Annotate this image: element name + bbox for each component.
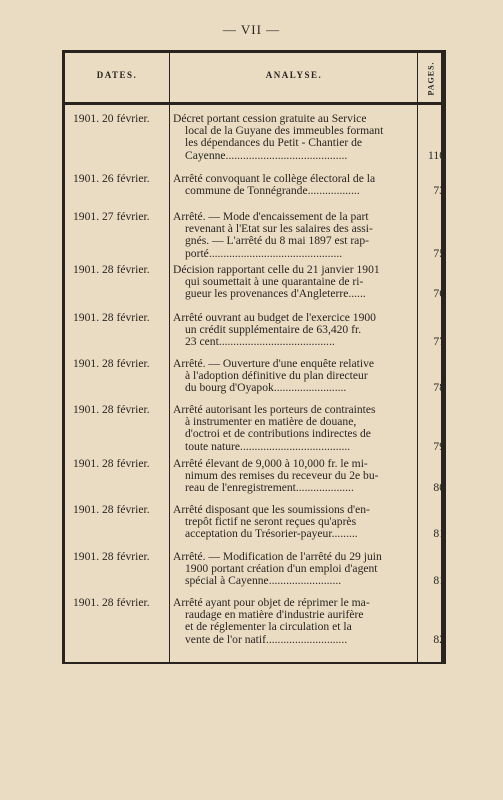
- entry-page-number: 77: [433, 335, 445, 349]
- analysis-line: à l'adoption définitive du plan directeur: [185, 370, 368, 383]
- entry-analysis: [173, 358, 413, 395]
- entry-date: 1901. 26 février.: [73, 172, 150, 185]
- analysis-line: nimum des remises du receveur du 2e bu-: [185, 470, 379, 483]
- page-number: — VII —: [222, 22, 281, 37]
- entry-page-number: 81: [433, 574, 445, 588]
- entry-page-number: 81: [433, 527, 445, 541]
- analysis-line: Arrêté élevant de 9,000 à 10,000 fr. le mi-: [173, 458, 368, 470]
- entry-date: 1901. 20 février.: [73, 112, 150, 125]
- analysis-line: Arrêté disposant que les soumissions d'en-: [173, 504, 370, 516]
- analysis-line: Arrêté autorisant les porteurs de contraintes: [173, 404, 376, 416]
- entry-analysis: [173, 113, 413, 162]
- analysis-line: raudage en matière d'industrie aurifère: [185, 609, 364, 622]
- entry-page-number: 79: [433, 439, 445, 453]
- index-table: [62, 50, 446, 664]
- entry-analysis: [173, 173, 413, 197]
- analysis-line: Arrêté. — Ouverture d'une enquête relative: [173, 358, 375, 370]
- analysis-line: acceptation du Trésorier-payeur.........: [185, 528, 358, 541]
- entry-date: 1901. 28 février.: [73, 403, 150, 416]
- entry-analysis: [173, 211, 413, 260]
- entry-date: 1901. 28 février.: [73, 457, 150, 470]
- analysis-line: Arrêté ouvrant au budget de l'exercice 1900: [173, 312, 376, 324]
- analysis-line: à instrumenter en matière de douane,: [185, 416, 357, 429]
- entry-date: 1901. 28 février.: [73, 550, 150, 563]
- analysis-line: Cayenne..........................................: [185, 149, 348, 162]
- analysis-line: Arrêté. — Modification de l'arrêté du 29 juin: [173, 551, 382, 563]
- entry-page-number: 75: [433, 246, 445, 260]
- analysis-line: et de réglementer la circulation et la: [185, 621, 352, 634]
- table-header: [65, 53, 441, 105]
- analysis-line: gnés. — L'arrêté du 8 mai 1897 est rap-: [185, 235, 369, 248]
- entry-analysis: [173, 597, 413, 646]
- analysis-line: vente de l'or natif............................: [185, 633, 348, 646]
- analysis-line: commune de Tonnégrande..................: [185, 185, 360, 198]
- analysis-line: d'octroi et de contributions indirectes de: [185, 428, 371, 441]
- entry-analysis: [173, 404, 413, 453]
- entry-page-number: 73: [433, 184, 445, 198]
- header-pages-cell: [421, 57, 441, 99]
- analysis-line: gueur les provenances d'Angleterre......: [185, 288, 366, 301]
- analysis-line: qui soumettait à une quarantaine de ri-: [185, 276, 364, 289]
- analysis-line: Décret portant cession gratuite au Service: [173, 113, 367, 125]
- column-divider-pages: [417, 53, 418, 662]
- header-analyse: ANALYSE.: [265, 70, 323, 80]
- entry-analysis: [173, 551, 413, 588]
- analysis-line: Arrêté. — Mode d'encaissement de la part: [173, 211, 369, 223]
- analysis-line: Arrêté ayant pour objet de réprimer le ma-: [173, 597, 370, 609]
- analysis-line: Décision rapportant celle du 21 janvier 1901: [173, 264, 380, 276]
- analysis-line: les dépendances du Petit - Chantier de: [185, 137, 363, 150]
- entry-date: 1901. 28 février.: [73, 263, 150, 276]
- entry-page-number: 110: [428, 148, 445, 162]
- entry-page-number: 78: [433, 381, 445, 395]
- entry-date: 1901. 27 février.: [73, 210, 150, 223]
- analysis-line: revenant à l'Etat sur les salaires des assi-: [185, 223, 373, 236]
- entry-analysis: [173, 312, 413, 349]
- analysis-line: 23 cent........................................: [185, 336, 335, 349]
- entry-analysis: [173, 264, 413, 301]
- entry-date: 1901. 28 février.: [73, 311, 150, 324]
- analysis-line: spécial à Cayenne.........................: [185, 575, 342, 588]
- entry-analysis: [173, 458, 413, 495]
- analysis-line: reau de l'enregistrement....................: [185, 482, 354, 495]
- entry-date: 1901. 28 février.: [73, 596, 150, 609]
- entry-analysis: [173, 504, 413, 541]
- analysis-line: 1900 portant création d'un emploi d'agent: [185, 563, 378, 576]
- analysis-line: toute nature......................................: [185, 440, 351, 453]
- entry-page-number: 76: [433, 287, 445, 301]
- analysis-line: un crédit supplémentaire de 63,420 fr.: [185, 324, 362, 337]
- analysis-line: du bourg d'Oyapok.........................: [185, 382, 347, 395]
- entry-date: 1901. 28 février.: [73, 503, 150, 516]
- header-dates: DATES.: [96, 70, 138, 80]
- analysis-line: porté..............................................: [185, 247, 343, 260]
- analysis-line: Arrêté convoquant le collège électoral de la: [173, 173, 376, 185]
- entry-page-number: 80: [433, 481, 445, 495]
- entry-date: 1901. 28 février.: [73, 357, 150, 370]
- column-divider-dates: [169, 53, 170, 662]
- analysis-line: local de la Guyane des immeubles formant: [185, 125, 384, 138]
- analysis-line: trepôt fictif ne seront reçues qu'après: [185, 516, 357, 529]
- header-pages: PAGES.: [426, 60, 436, 96]
- entry-page-number: 82: [433, 632, 445, 646]
